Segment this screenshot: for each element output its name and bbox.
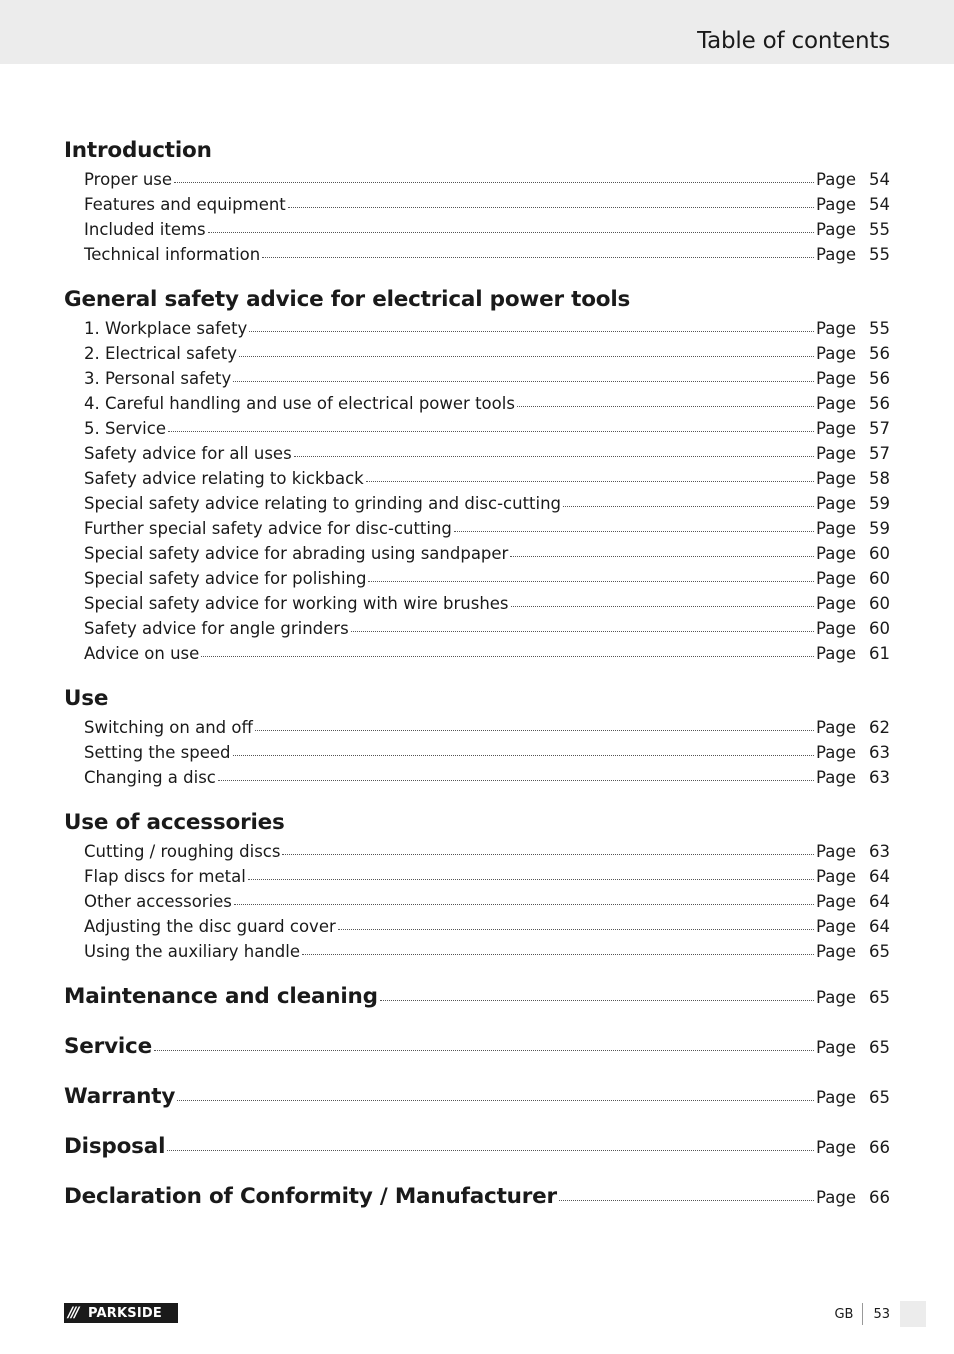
entry-label: Cutting / roughing discs — [84, 842, 281, 861]
toc-single-section — [64, 1080, 890, 1113]
logo-brand: PARKSIDE — [88, 1305, 162, 1321]
entry-label: 4. Careful handling and use of electrical power tools — [84, 394, 515, 413]
entry-page-number: 59 — [869, 494, 890, 513]
toc-entry — [84, 839, 890, 864]
section-page-number: 65 — [869, 1088, 890, 1107]
entry-page-number: 55 — [869, 220, 890, 239]
entry-label: 1. Workplace safety — [84, 319, 248, 338]
section-page-number: 65 — [869, 1038, 890, 1057]
section-title: Service — [64, 1034, 152, 1059]
entry-page-number: 58 — [869, 469, 890, 488]
toc-entry — [84, 516, 890, 541]
section-title: General safety advice for electrical power tools — [64, 287, 631, 312]
entry-label: 5. Service — [84, 419, 166, 438]
section-title: Use — [64, 686, 109, 711]
page-word: Page — [816, 768, 856, 787]
entry-page-number: 56 — [869, 344, 890, 363]
language-code: GB — [834, 1306, 854, 1322]
page-number: 53 — [873, 1306, 890, 1322]
toc-section — [64, 806, 890, 964]
entry-label: Safety advice for angle grinders — [84, 619, 349, 638]
section-entries — [64, 839, 890, 964]
dot-leader — [302, 954, 814, 955]
dot-leader — [288, 207, 814, 208]
page-word: Page — [816, 1038, 856, 1057]
toc-entry — [84, 765, 890, 790]
dot-leader — [262, 257, 814, 258]
dot-leader — [234, 904, 814, 905]
entry-page-number: 56 — [869, 369, 890, 388]
toc-entry — [84, 566, 890, 591]
toc-entry — [84, 740, 890, 765]
toc-entry — [84, 441, 890, 466]
toc-entry — [84, 366, 890, 391]
entry-label: Switching on and off — [84, 718, 253, 737]
toc-single-section — [64, 1130, 890, 1163]
entry-label: Special safety advice for polishing — [84, 569, 367, 588]
table-of-contents — [64, 134, 890, 1213]
toc-sections — [64, 134, 890, 964]
page-word: Page — [816, 195, 856, 214]
page-word: Page — [816, 867, 856, 886]
page-word: Page — [816, 842, 856, 861]
page-word: Page — [816, 569, 856, 588]
dot-leader — [208, 232, 814, 233]
section-entries — [64, 316, 890, 666]
toc-entry — [84, 242, 890, 267]
page-title: Table of contents — [697, 28, 890, 54]
dot-leader — [233, 381, 814, 382]
entry-label: Proper use — [84, 170, 173, 189]
toc-entry — [84, 167, 890, 192]
page-word: Page — [816, 718, 856, 737]
section-title: Introduction — [64, 138, 212, 163]
page-word: Page — [816, 170, 856, 189]
page-word: Page — [816, 594, 856, 613]
dot-leader — [563, 506, 814, 507]
page-word: Page — [816, 942, 856, 961]
toc-entry — [84, 192, 890, 217]
entry-page-number: 59 — [869, 519, 890, 538]
page-word: Page — [816, 1088, 856, 1107]
dot-leader — [167, 1150, 814, 1151]
entry-page-number: 54 — [869, 195, 890, 214]
entry-label: Flap discs for metal — [84, 867, 246, 886]
toc-single-section — [64, 1180, 890, 1213]
entry-page-number: 64 — [869, 917, 890, 936]
page-word: Page — [816, 220, 856, 239]
entry-label: Included items — [84, 220, 206, 239]
toc-entry — [84, 864, 890, 889]
entry-label: Features and equipment — [84, 195, 286, 214]
page-word: Page — [816, 444, 856, 463]
section-title: Declaration of Conformity / Manufacturer — [64, 1184, 557, 1209]
entry-label: Setting the speed — [84, 743, 231, 762]
entry-page-number: 60 — [869, 594, 890, 613]
section-title: Maintenance and cleaning — [64, 984, 378, 1009]
dot-leader — [255, 730, 814, 731]
entry-page-number: 63 — [869, 768, 890, 787]
entry-page-number: 63 — [869, 842, 890, 861]
page-word: Page — [816, 1188, 856, 1207]
page-word: Page — [816, 469, 856, 488]
page-word: Page — [816, 519, 856, 538]
entry-label: Using the auxiliary handle — [84, 942, 300, 961]
entry-label: Safety advice for all uses — [84, 444, 292, 463]
toc-entry — [84, 541, 890, 566]
entry-label: 3. Personal safety — [84, 369, 232, 388]
dot-leader — [366, 481, 814, 482]
toc-entry — [84, 889, 890, 914]
entry-page-number: 62 — [869, 718, 890, 737]
dot-leader — [294, 456, 814, 457]
page-word: Page — [816, 917, 856, 936]
toc-entry — [84, 939, 890, 964]
dot-leader — [380, 1000, 814, 1001]
toc-single-section — [64, 1030, 890, 1063]
toc-section — [64, 283, 890, 666]
entry-label: Special safety advice for abrading using sandpaper — [84, 544, 509, 563]
dot-leader — [368, 581, 814, 582]
dot-leader — [511, 606, 815, 607]
toc-entry — [84, 341, 890, 366]
toc-entry — [84, 491, 890, 516]
section-entries — [64, 167, 890, 267]
dot-leader — [168, 431, 814, 432]
page-word: Page — [816, 1138, 856, 1157]
toc-entry — [84, 466, 890, 491]
page-word: Page — [816, 369, 856, 388]
entry-label: Changing a disc — [84, 768, 216, 787]
toc-entry — [84, 416, 890, 441]
entry-label: Special safety advice relating to grinding and disc-cutting — [84, 494, 562, 513]
page-word: Page — [816, 245, 856, 264]
page-word: Page — [816, 743, 856, 762]
entry-page-number: 64 — [869, 892, 890, 911]
entry-label: Other accessories — [84, 892, 232, 911]
dot-leader — [559, 1200, 814, 1201]
dot-leader — [282, 854, 814, 855]
section-title: Use of accessories — [64, 810, 285, 835]
toc-entry — [84, 616, 890, 641]
page-word: Page — [816, 419, 856, 438]
toc-single-section — [64, 980, 890, 1013]
dot-leader — [154, 1050, 814, 1051]
dot-leader — [517, 406, 814, 407]
entry-page-number: 57 — [869, 444, 890, 463]
entry-label: Special safety advice for working with wire brushes — [84, 594, 509, 613]
section-page-number: 65 — [869, 988, 890, 1007]
dot-leader — [239, 356, 814, 357]
logo-slashes: /// — [68, 1305, 78, 1321]
page-word: Page — [816, 892, 856, 911]
entry-page-number: 57 — [869, 419, 890, 438]
toc-entry — [84, 316, 890, 341]
dot-leader — [249, 331, 814, 332]
dot-leader — [174, 182, 814, 183]
dot-leader — [351, 631, 814, 632]
entry-page-number: 65 — [869, 942, 890, 961]
page-word: Page — [816, 344, 856, 363]
dot-leader — [177, 1100, 814, 1101]
toc-section — [64, 134, 890, 267]
page-tab-marker — [900, 1301, 926, 1327]
entry-label: Technical information — [84, 245, 261, 264]
dot-leader — [218, 780, 814, 781]
page-word: Page — [816, 394, 856, 413]
page-word: Page — [816, 544, 856, 563]
toc-entry — [84, 641, 890, 666]
entry-page-number: 64 — [869, 867, 890, 886]
toc-entry — [84, 715, 890, 740]
entry-page-number: 60 — [869, 544, 890, 563]
entry-label: Adjusting the disc guard cover — [84, 917, 336, 936]
entry-label: 2. Electrical safety — [84, 344, 237, 363]
section-title: Warranty — [64, 1084, 176, 1109]
page-word: Page — [816, 494, 856, 513]
entry-page-number: 55 — [869, 319, 890, 338]
dot-leader — [233, 755, 815, 756]
dot-leader — [248, 879, 814, 880]
parkside-logo — [64, 1303, 178, 1323]
entry-label: Further special safety advice for disc-cutting — [84, 519, 452, 538]
footer-page-info — [834, 1301, 926, 1327]
section-page-number: 66 — [869, 1188, 890, 1207]
dot-leader — [454, 531, 814, 532]
entry-label: Advice on use — [84, 644, 200, 663]
section-entries — [64, 715, 890, 790]
toc-section — [64, 682, 890, 790]
page-word: Page — [816, 644, 856, 663]
dot-leader — [201, 656, 814, 657]
entry-page-number: 54 — [869, 170, 890, 189]
entry-page-number: 63 — [869, 743, 890, 762]
toc-single-sections — [64, 980, 890, 1213]
entry-page-number: 55 — [869, 245, 890, 264]
toc-entry — [84, 391, 890, 416]
toc-entry — [84, 914, 890, 939]
entry-label: Safety advice relating to kickback — [84, 469, 364, 488]
dot-leader — [510, 556, 814, 557]
page-word: Page — [816, 319, 856, 338]
section-title: Disposal — [64, 1134, 166, 1159]
page-word: Page — [816, 619, 856, 638]
section-page-number: 66 — [869, 1138, 890, 1157]
entry-page-number: 60 — [869, 569, 890, 588]
entry-page-number: 60 — [869, 619, 890, 638]
toc-entry — [84, 217, 890, 242]
entry-page-number: 56 — [869, 394, 890, 413]
toc-entry — [84, 591, 890, 616]
dot-leader — [338, 929, 814, 930]
entry-page-number: 61 — [869, 644, 890, 663]
page-word: Page — [816, 988, 856, 1007]
